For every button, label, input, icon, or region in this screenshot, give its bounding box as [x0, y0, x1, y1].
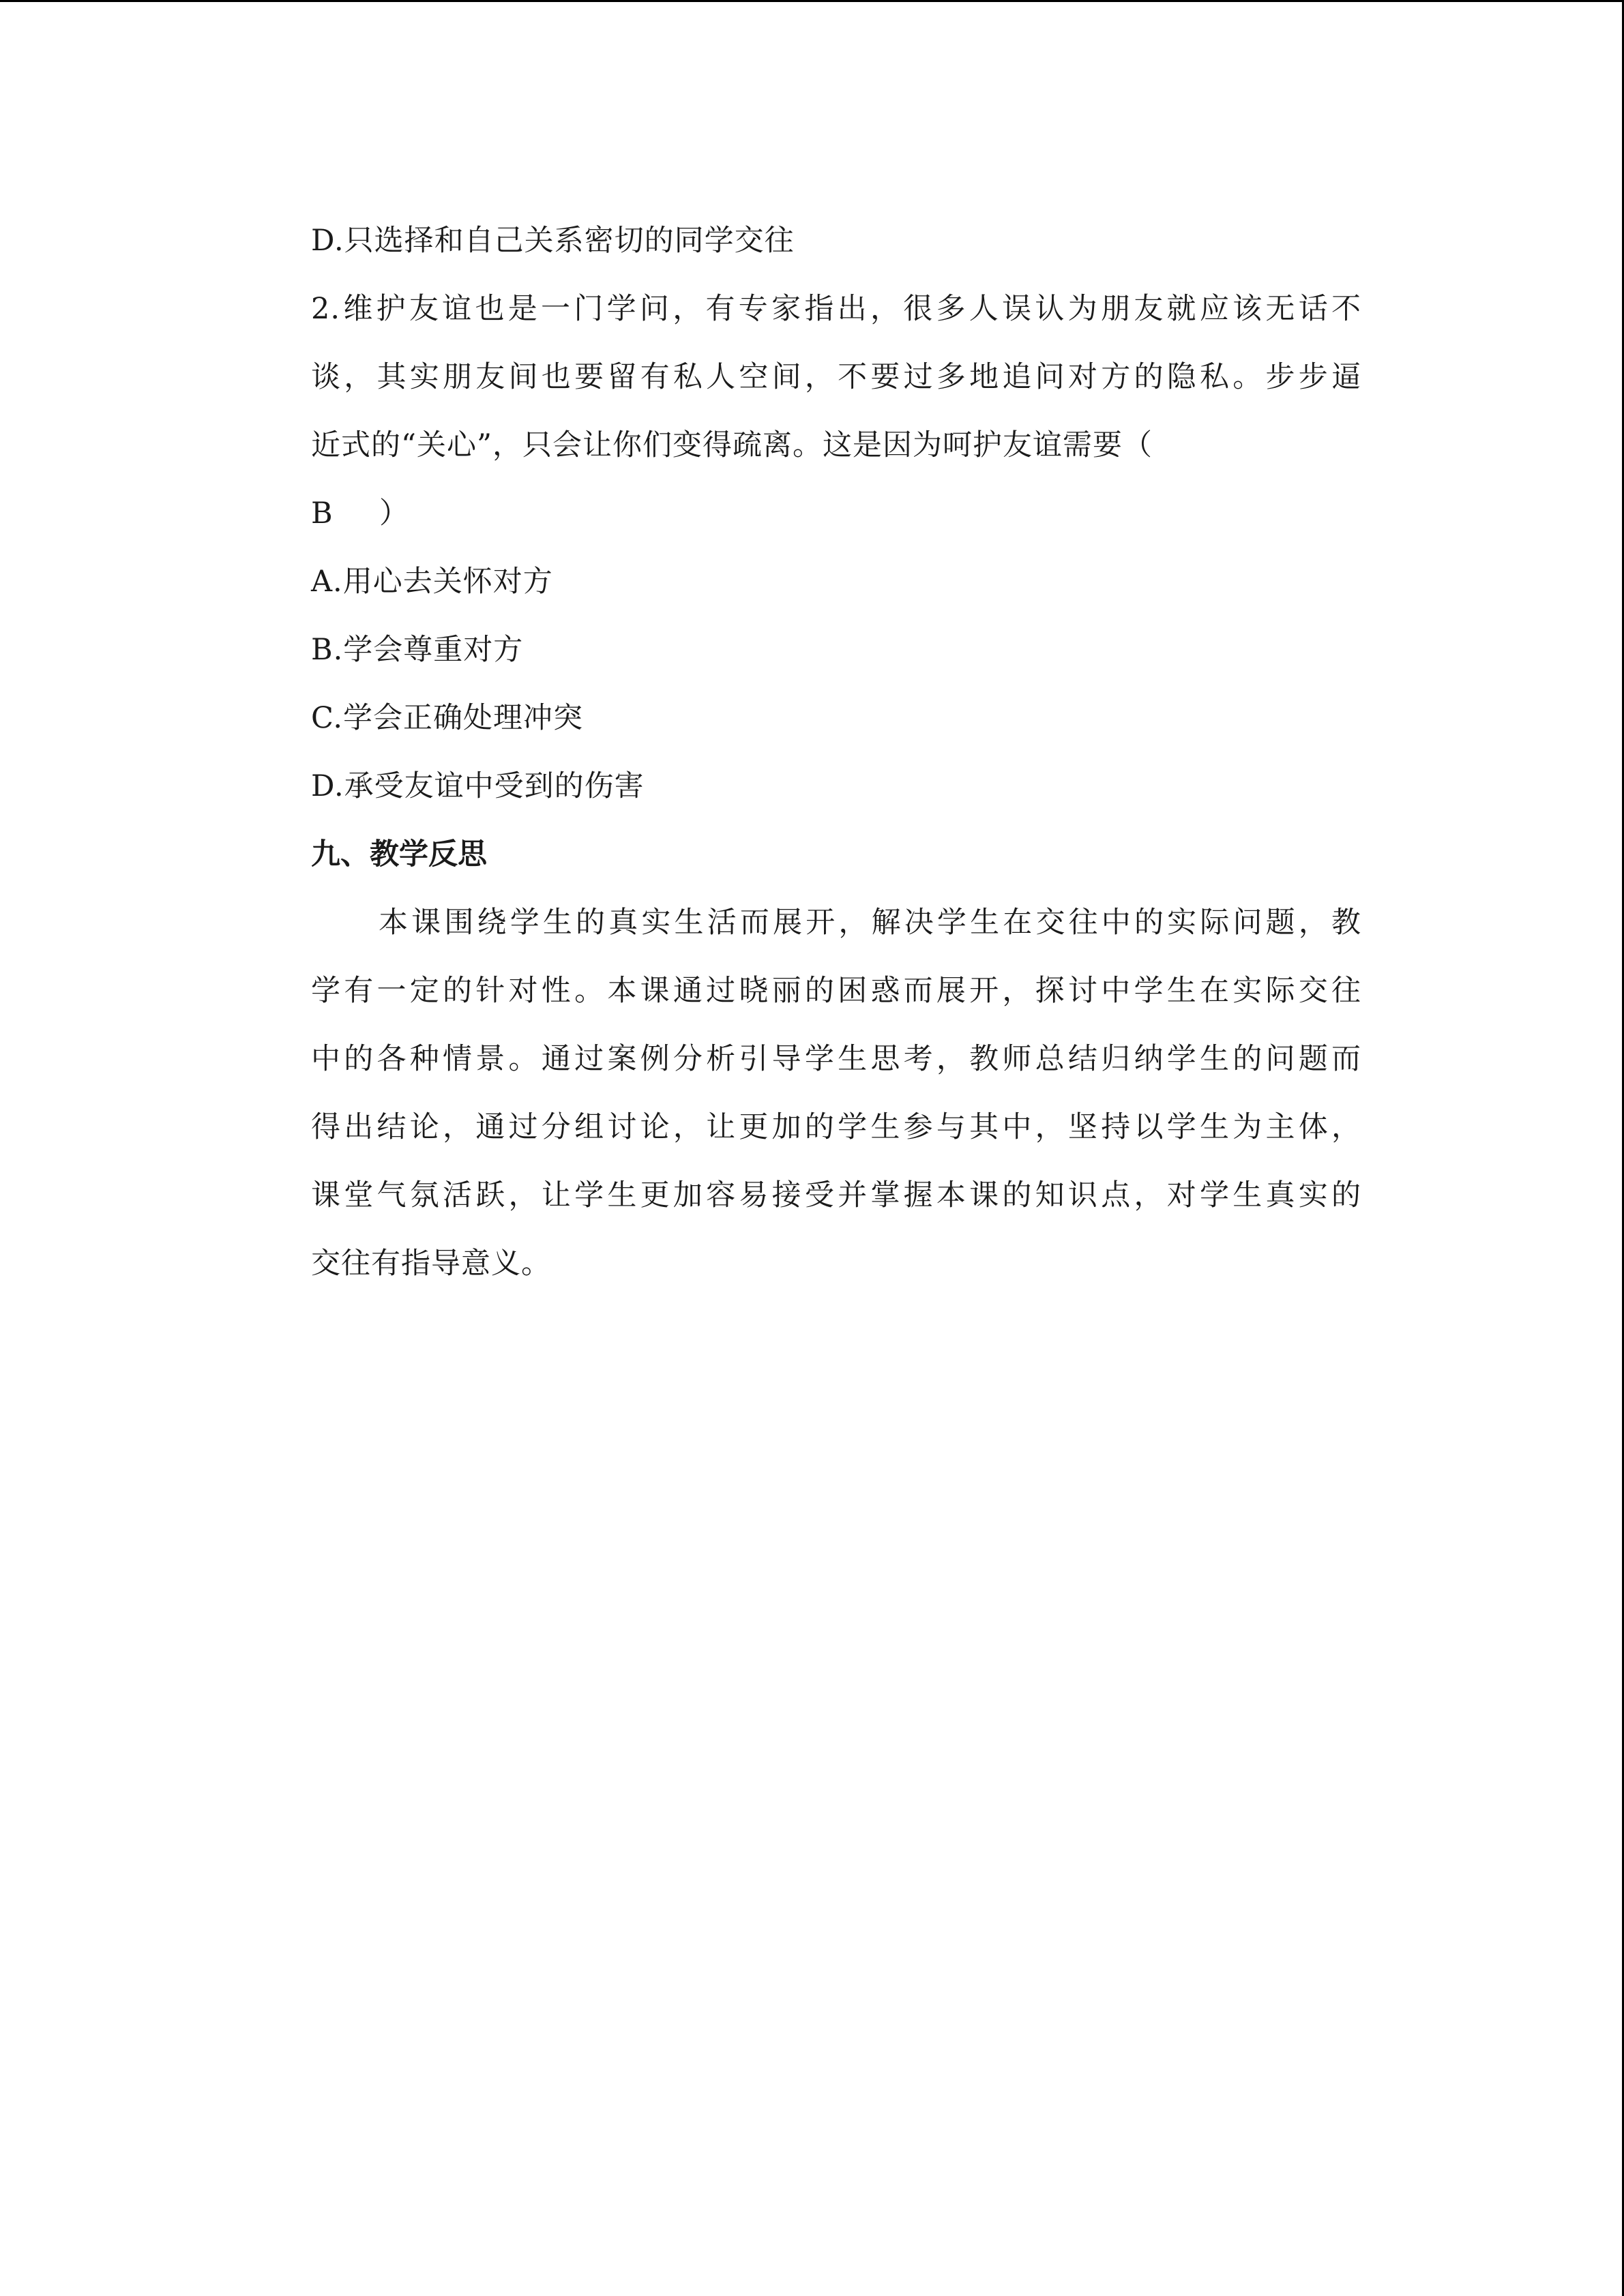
reflection-line-4: 得出结论，通过分组讨论，让更加的学生参与其中，坚持以学生为主体， [311, 1110, 1361, 1144]
section-heading-teaching-reflection: 九、教学反思 [311, 837, 487, 871]
document-page [311, 207, 1361, 1298]
question2-stem-line-3: 近式的“关心”，只会让你们变得疏离。这是因为呵护友谊需要（ [311, 428, 1153, 462]
reflection-paragraph [311, 889, 1361, 1298]
reflection-line-1: 本课围绕学生的真实生活而展开，解决学生在交往中的实际问题，教 [379, 906, 1361, 940]
question2-option-d: D.承受友谊中受到的伤害 [311, 769, 645, 803]
question2-answer-line [311, 479, 1361, 548]
question2 [311, 275, 1361, 820]
reflection-line-3: 中的各种情景。通过案例分析引导学生思考，教师总结归纳学生的问题而 [311, 1042, 1361, 1076]
reflection-line-6: 交往有指导意义。 [311, 1247, 551, 1281]
question1-option-d: D.只选择和自己关系密切的同学交往 [311, 224, 795, 258]
question2-option-c: C.学会正确处理冲突 [311, 701, 584, 735]
question2-option-a: A.用心去关怀对方 [311, 565, 553, 599]
question2-stem-line-1: 2.维护友谊也是一门学问，有专家指出，很多人误认为朋友就应该无话不 [311, 292, 1361, 326]
reflection-line-5: 课堂气氛活跃，让学生更加容易接受并掌握本课的知识点，对学生真实的 [311, 1178, 1361, 1212]
question2-answer-close-paren: ） [379, 496, 409, 531]
page-top-border [0, 0, 1624, 2]
question2-option-b: B.学会尊重对方 [311, 633, 524, 667]
question2-answer: B [311, 496, 333, 531]
question2-stem-line-2: 谈，其实朋友间也要留有私人空间，不要过多地追问对方的隐私。步步逼 [311, 360, 1361, 394]
reflection-line-2: 学有一定的针对性。本课通过晓丽的困惑而展开，探讨中学生在实际交往 [311, 974, 1361, 1008]
